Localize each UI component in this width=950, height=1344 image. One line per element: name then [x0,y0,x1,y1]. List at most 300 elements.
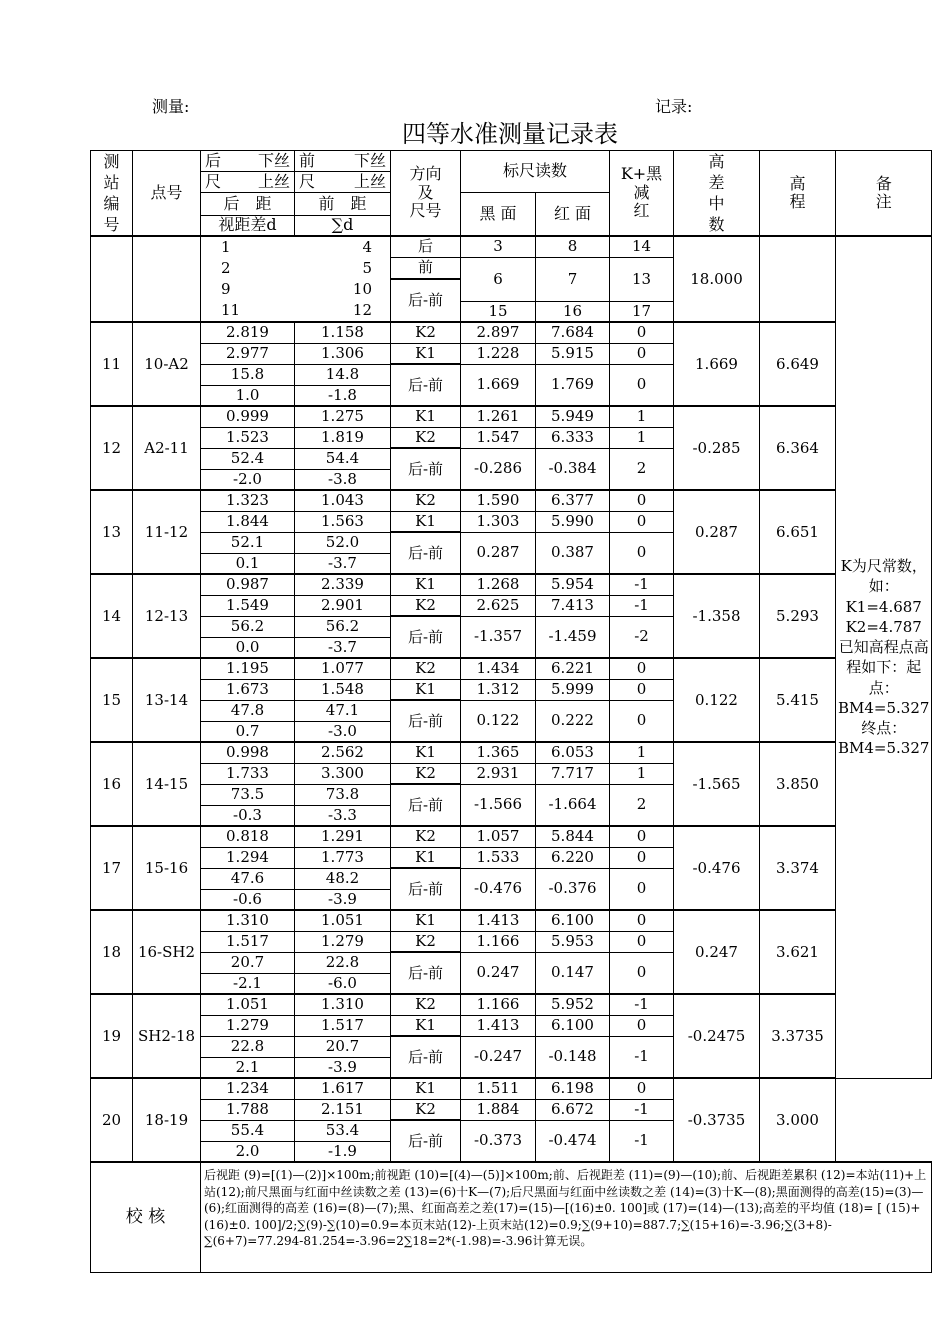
red-back: 5.954 [536,574,610,595]
red-front: 7.413 [536,595,610,616]
black-back: 1.166 [461,994,536,1015]
dir-back: K2 [391,322,461,343]
col-station-no [91,151,133,237]
black-front: 2.931 [461,763,536,784]
black-diff: -0.373 [461,1120,536,1162]
station-no: 13 [91,490,133,574]
back-dist: 20.7 [201,952,295,973]
elevation: 3.000 [760,1078,836,1162]
black-front: 1.312 [461,679,536,700]
lower-wire-label: 下丝 [257,150,290,170]
back-dist: 47.8 [201,700,295,721]
front-upper: 1.773 [295,847,391,868]
dist-diff: 0.0 [201,637,295,658]
col-mean-height-diff [674,151,760,237]
front-dist: 48.2 [295,868,391,889]
front-lower: 1.158 [295,322,391,343]
station-no: 15 [91,658,133,742]
black-back: 1.590 [461,490,536,511]
key-red-3: 16 [536,301,610,322]
dir-diff: 后-前 [391,952,461,994]
key-k-1: 14 [610,236,674,257]
back-upper: 1.279 [201,1015,295,1036]
station-no: 14 [91,574,133,658]
front-lower: 1.051 [295,910,391,931]
mean-height-diff: -1.358 [674,574,760,658]
dir-front: K2 [391,931,461,952]
key-front: 10 [352,280,372,298]
dist-diff: -0.3 [201,805,295,826]
red-diff: -0.474 [536,1120,610,1162]
dir-h2: 及 [417,182,434,202]
table-row [91,658,932,679]
black-diff: -0.286 [461,448,536,490]
front-lower: 1.310 [295,994,391,1015]
k-h3: 红 [633,201,650,221]
dist-diff: -2.1 [201,973,295,994]
black-diff: 0.287 [461,532,536,574]
front-upper: 1.279 [295,931,391,952]
dist-diff: -2.0 [201,469,295,490]
leveling-record-table [90,150,932,1273]
black-front: 1.303 [461,511,536,532]
elev-header: 高程 [789,173,806,211]
sum-d: -3.7 [295,553,391,574]
dir-diff: 后-前 [391,616,461,658]
front-lower: 1.275 [295,406,391,427]
dir-diff: 后-前 [391,784,461,826]
back-upper: 1.294 [201,847,295,868]
back-lower: 2.819 [201,322,295,343]
table-row [91,490,932,511]
dir-diff: 后-前 [391,1120,461,1162]
red-diff: -0.384 [536,448,610,490]
station-no: 11 [91,322,133,406]
col-remark [836,151,932,237]
key-front: 5 [362,259,372,277]
dir-diff: 后-前 [391,448,461,490]
k-back: 1 [610,406,674,427]
black-front: 1.228 [461,343,536,364]
red-back: 5.949 [536,406,610,427]
front-dist: 53.4 [295,1120,391,1141]
black-diff: 0.247 [461,952,536,994]
station-no: 16 [91,742,133,826]
back-dist: 52.4 [201,448,295,469]
key-distance-cells [201,236,391,322]
sum-d: -3.8 [295,469,391,490]
front-label: 前 [299,150,316,170]
back-upper: 1.844 [201,511,295,532]
dir-back: K2 [391,994,461,1015]
red-diff: -0.148 [536,1036,610,1078]
dir-back: K2 [391,658,461,679]
dir-front: K1 [391,511,461,532]
front-staff-lower [295,151,391,172]
station-point: 10-A2 [133,322,201,406]
k-back: 0 [610,490,674,511]
back-upper: 1.523 [201,427,295,448]
col-direction [391,151,461,237]
back-dist: 55.4 [201,1120,295,1141]
key-red-2: 7 [536,257,610,301]
key-point [133,236,201,322]
k-back: -1 [610,574,674,595]
key-dir-diff: 后-前 [391,279,461,322]
black-diff: -1.357 [461,616,536,658]
mean-height-diff: -0.285 [674,406,760,490]
red-diff: -0.376 [536,868,610,910]
dir-diff: 后-前 [391,868,461,910]
back-dist: 22.8 [201,1036,295,1057]
dir-back: K2 [391,490,461,511]
dir-h1: 方向 [409,164,442,184]
red-back: 6.100 [536,910,610,931]
front-lower: 1.043 [295,490,391,511]
back-upper: 1.517 [201,931,295,952]
station-point: 18-19 [133,1078,201,1162]
mean-height-diff: -1.565 [674,742,760,826]
sum-d: -3.0 [295,721,391,742]
dir-back: K1 [391,574,461,595]
dir-front: K1 [391,679,461,700]
black-face-header: 黑 面 [461,193,536,237]
staff-label: 尺 [205,171,222,191]
black-diff: 0.122 [461,700,536,742]
red-face-header: 红 面 [536,193,610,237]
dir-front: K1 [391,343,461,364]
remark-header: 备注 [875,173,892,211]
back-lower: 1.310 [201,910,295,931]
station-no: 12 [91,406,133,490]
front-upper: 1.563 [295,511,391,532]
recorder-label: 记录: [655,97,693,116]
black-front: 1.413 [461,1015,536,1036]
black-back: 1.261 [461,406,536,427]
key-black-3: 15 [461,301,536,322]
k-diff: 2 [610,448,674,490]
front-lower: 1.291 [295,826,391,847]
mean-height-diff: 0.122 [674,658,760,742]
k-back: 0 [610,910,674,931]
back-upper: 2.977 [201,343,295,364]
station-point: 12-13 [133,574,201,658]
key-black-2: 6 [461,257,536,301]
dir-front: K2 [391,427,461,448]
station-point: 14-15 [133,742,201,826]
front-dist: 47.1 [295,700,391,721]
front-lower: 2.339 [295,574,391,595]
key-back: 1 [221,238,231,256]
dir-diff: 后-前 [391,532,461,574]
key-red-1: 8 [536,236,610,257]
mean-height-diff: -0.3735 [674,1078,760,1162]
back-dist-header: 后 距 [201,193,295,216]
front-lower: 1.077 [295,658,391,679]
front-dist: 14.8 [295,364,391,385]
col-elevation [760,151,836,237]
black-back: 1.434 [461,658,536,679]
dist-diff: -0.6 [201,889,295,910]
mean-height-diff: 0.247 [674,910,760,994]
back-staff-lower [201,151,295,172]
back-lower: 0.999 [201,406,295,427]
elevation: 6.651 [760,490,836,574]
station-no: 20 [91,1078,133,1162]
dir-front: K2 [391,1099,461,1120]
k-back: 0 [610,1078,674,1099]
table-row [91,322,932,343]
front-dist: 22.8 [295,952,391,973]
black-back: 1.413 [461,910,536,931]
front-staff-upper [295,172,391,193]
front-upper: 1.819 [295,427,391,448]
back-upper: 1.788 [201,1099,295,1120]
dist-diff: 0.7 [201,721,295,742]
red-back: 6.053 [536,742,610,763]
front-lower: 2.562 [295,742,391,763]
front-dist: 54.4 [295,448,391,469]
dir-front: K2 [391,595,461,616]
black-back: 1.511 [461,1078,536,1099]
station-point: A2-11 [133,406,201,490]
back-dist: 15.8 [201,364,295,385]
red-diff: 0.387 [536,532,610,574]
back-lower: 0.987 [201,574,295,595]
red-back: 5.952 [536,994,610,1015]
elevation: 5.415 [760,658,836,742]
elevation: 3.374 [760,826,836,910]
table-row [91,994,932,1015]
back-dist: 47.6 [201,868,295,889]
k-front: -1 [610,1099,674,1120]
check-label: 校 核 [91,1162,201,1272]
black-back: 1.057 [461,826,536,847]
k-diff: 0 [610,364,674,406]
upper-wire-label: 上丝 [353,171,386,191]
elevation: 3.3735 [760,994,836,1078]
staff-reading-header: 标尺读数 [502,161,567,181]
dir-back: K1 [391,742,461,763]
k-diff: 0 [610,700,674,742]
sum-d: -3.9 [295,889,391,910]
table-row [91,742,932,763]
red-back: 6.198 [536,1078,610,1099]
station-point: 11-12 [133,490,201,574]
k-back: 0 [610,322,674,343]
back-label: 后 [205,150,222,170]
dir-diff: 后-前 [391,364,461,406]
k-front: 0 [610,931,674,952]
red-back: 5.844 [536,826,610,847]
k-back: 0 [610,658,674,679]
back-lower: 1.195 [201,658,295,679]
upper-wire-label: 上丝 [257,171,290,191]
back-lower: 1.323 [201,490,295,511]
front-upper: 3.300 [295,763,391,784]
k-h1: K+黑 [620,164,663,184]
red-front: 5.915 [536,343,610,364]
front-upper: 1.306 [295,343,391,364]
k-diff: 2 [610,784,674,826]
back-lower: 1.234 [201,1078,295,1099]
red-diff: -1.459 [536,616,610,658]
mean-height-diff: 0.287 [674,490,760,574]
front-dist: 56.2 [295,616,391,637]
key-dir-back: 后 [391,236,461,257]
back-upper: 1.673 [201,679,295,700]
k-diff: 0 [610,532,674,574]
station-point: 15-16 [133,826,201,910]
k-diff: 0 [610,868,674,910]
key-back: 2 [221,259,231,277]
red-front: 7.717 [536,763,610,784]
key-back: 11 [221,301,241,319]
dist-diff: 0.1 [201,553,295,574]
elevation: 3.850 [760,742,836,826]
dir-diff: 后-前 [391,1036,461,1078]
table-row [91,406,932,427]
back-dist: 52.1 [201,532,295,553]
back-staff-upper [201,172,295,193]
dist-diff-header: 视距差d [201,215,295,236]
k-diff: -2 [610,616,674,658]
key-k-2: 13 [610,257,674,301]
dist-diff: 2.1 [201,1057,295,1078]
mean-header: 高差中数 [708,152,725,234]
red-front: 5.999 [536,679,610,700]
back-dist: 56.2 [201,616,295,637]
key-front: 12 [352,301,372,319]
red-diff: 0.222 [536,700,610,742]
back-lower: 0.998 [201,742,295,763]
front-lower: 1.617 [295,1078,391,1099]
dist-diff: 1.0 [201,385,295,406]
dir-back: K1 [391,406,461,427]
red-front: 6.672 [536,1099,610,1120]
k-front: -1 [610,595,674,616]
k-diff: -1 [610,1120,674,1162]
black-back: 1.365 [461,742,536,763]
front-dist: 52.0 [295,532,391,553]
red-front: 6.100 [536,1015,610,1036]
station-no: 18 [91,910,133,994]
table-row [91,826,932,847]
black-back: 1.268 [461,574,536,595]
back-lower: 0.818 [201,826,295,847]
sum-d: -6.0 [295,973,391,994]
lower-wire-label: 下丝 [353,150,386,170]
front-dist: 20.7 [295,1036,391,1057]
red-back: 6.377 [536,490,610,511]
black-front: 1.166 [461,931,536,952]
sum-d: -3.9 [295,1057,391,1078]
k-front: 1 [610,763,674,784]
red-front: 5.953 [536,931,610,952]
mean-height-diff: -0.476 [674,826,760,910]
front-dist-header: 前 距 [295,193,391,216]
dir-front: K2 [391,763,461,784]
key-station [91,236,133,322]
dist-diff: 2.0 [201,1141,295,1162]
k-front: 0 [610,511,674,532]
sum-d: -1.8 [295,385,391,406]
k-back: -1 [610,994,674,1015]
red-diff: 0.147 [536,952,610,994]
key-elev [760,236,836,322]
mean-height-diff: -0.2475 [674,994,760,1078]
black-diff: -0.247 [461,1036,536,1078]
key-front: 4 [362,238,372,256]
elevation: 6.649 [760,322,836,406]
remark-note: K为尺常数，如：K1=4.687 K2=4.787 已知高程点高程如下：起点：BM4=5.327 终点：BM4=5.327 [836,236,932,1078]
black-front: 1.533 [461,847,536,868]
front-upper: 2.901 [295,595,391,616]
table-row [91,910,932,931]
dir-diff: 后-前 [391,700,461,742]
page-title: 四等水准测量记录表 [402,120,618,148]
k-diff: 0 [610,952,674,994]
elevation: 6.364 [760,406,836,490]
black-diff: -0.476 [461,868,536,910]
back-upper: 1.549 [201,595,295,616]
col-point-no [133,151,201,237]
station-point: SH2-18 [133,994,201,1078]
surveyor-label: 测量: [152,97,190,116]
key-mean: 18.000 [674,236,760,322]
dir-front: K1 [391,1015,461,1036]
table-row [91,1078,932,1099]
red-diff: -1.664 [536,784,610,826]
k-diff: -1 [610,1036,674,1078]
k-front: 0 [610,343,674,364]
dir-back: K1 [391,910,461,931]
front-upper: 1.517 [295,1015,391,1036]
k-back: 1 [610,742,674,763]
dir-front: K1 [391,847,461,868]
back-upper: 1.733 [201,763,295,784]
station-no-header: 测站编号 [103,152,120,234]
station-point: 16-SH2 [133,910,201,994]
elevation: 3.621 [760,910,836,994]
red-back: 6.221 [536,658,610,679]
k-back: 0 [610,826,674,847]
black-back: 2.897 [461,322,536,343]
dir-h3: 尺号 [409,201,442,221]
black-front: 1.547 [461,427,536,448]
col-staff-reading [461,151,610,193]
k-front: 0 [610,679,674,700]
red-diff: 1.769 [536,364,610,406]
red-back: 7.684 [536,322,610,343]
k-front: 0 [610,847,674,868]
key-k-3: 17 [610,301,674,322]
k-front: 0 [610,1015,674,1036]
back-lower: 1.051 [201,994,295,1015]
elevation: 5.293 [760,574,836,658]
dir-back: K1 [391,1078,461,1099]
black-front: 1.884 [461,1099,536,1120]
front-dist: 73.8 [295,784,391,805]
col-k-minus [610,151,674,237]
black-diff: 1.669 [461,364,536,406]
key-back: 9 [221,280,231,298]
dir-back: K2 [391,826,461,847]
station-point: 13-14 [133,658,201,742]
point-no-header: 点号 [150,182,183,202]
black-front: 2.625 [461,595,536,616]
sum-d: -3.3 [295,805,391,826]
